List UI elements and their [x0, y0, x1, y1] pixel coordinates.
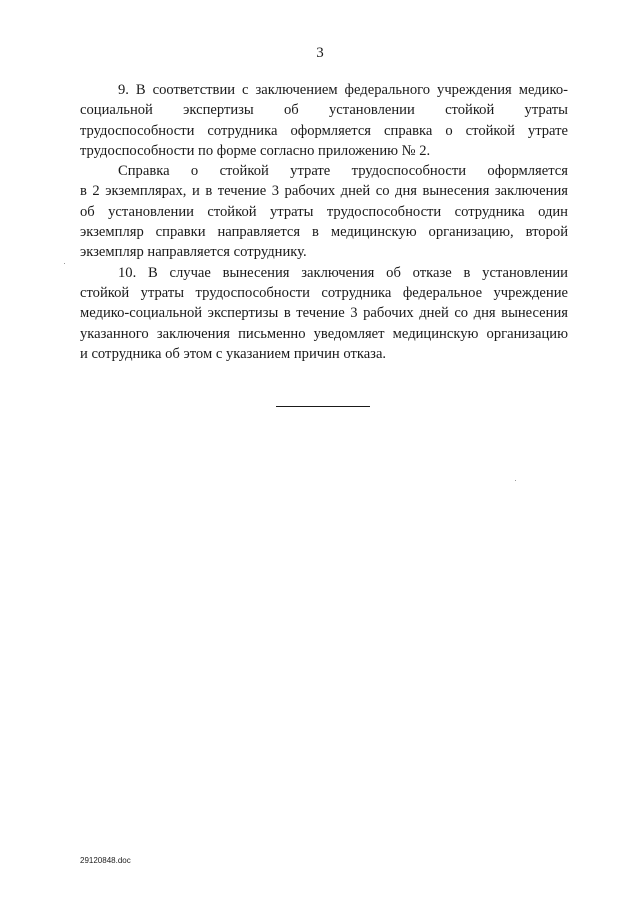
scan-speck — [64, 263, 65, 264]
paragraph-line: трудоспособности сотрудника оформляется справка о стойкой утрате — [80, 122, 568, 139]
paragraph-10 — [80, 263, 568, 364]
page-number: 3 — [316, 45, 324, 61]
paragraph-line: экземпляр направляется сотруднику. — [80, 244, 307, 261]
paragraph-line: Справка о стойкой утрате трудоспособности оформляется — [118, 163, 568, 180]
paragraph-line: экземпляр справки направляется в медицинскую организацию, второй — [80, 224, 568, 241]
paragraph-line: стойкой утраты трудоспособности сотрудника федеральное учреждение — [80, 284, 568, 301]
paragraph-certificate — [80, 161, 568, 262]
paragraph-line: медико-социальной экспертизы в течение 3 рабочих дней со дня вынесения — [80, 305, 568, 322]
paragraph-line: социальной экспертизы об установлении стойкой утраты — [80, 102, 568, 119]
paragraph-line: об установлении стойкой утраты трудоспособности сотрудника один — [80, 203, 568, 220]
paragraph-line: в 2 экземплярах, и в течение 3 рабочих дней со дня вынесения заключения — [80, 183, 568, 200]
paragraph-line: указанного заключения письменно уведомляет медицинскую организацию — [80, 325, 568, 342]
paragraph-line: трудоспособности по форме согласно приложению № 2. — [80, 142, 431, 159]
paragraph-line: и сотрудника об этом с указанием причин отказа. — [80, 345, 387, 362]
footer-file-code: 29120848.doc — [80, 856, 131, 865]
document-body — [80, 80, 568, 364]
end-divider — [276, 406, 370, 407]
paragraph-line: 10. В случае вынесения заключения об отказе в установлении — [118, 264, 568, 281]
paragraph-line: 9. В соответствии с заключением федерального учреждения медико- — [118, 82, 568, 98]
paragraph-9 — [80, 80, 568, 161]
scan-speck — [515, 480, 516, 481]
